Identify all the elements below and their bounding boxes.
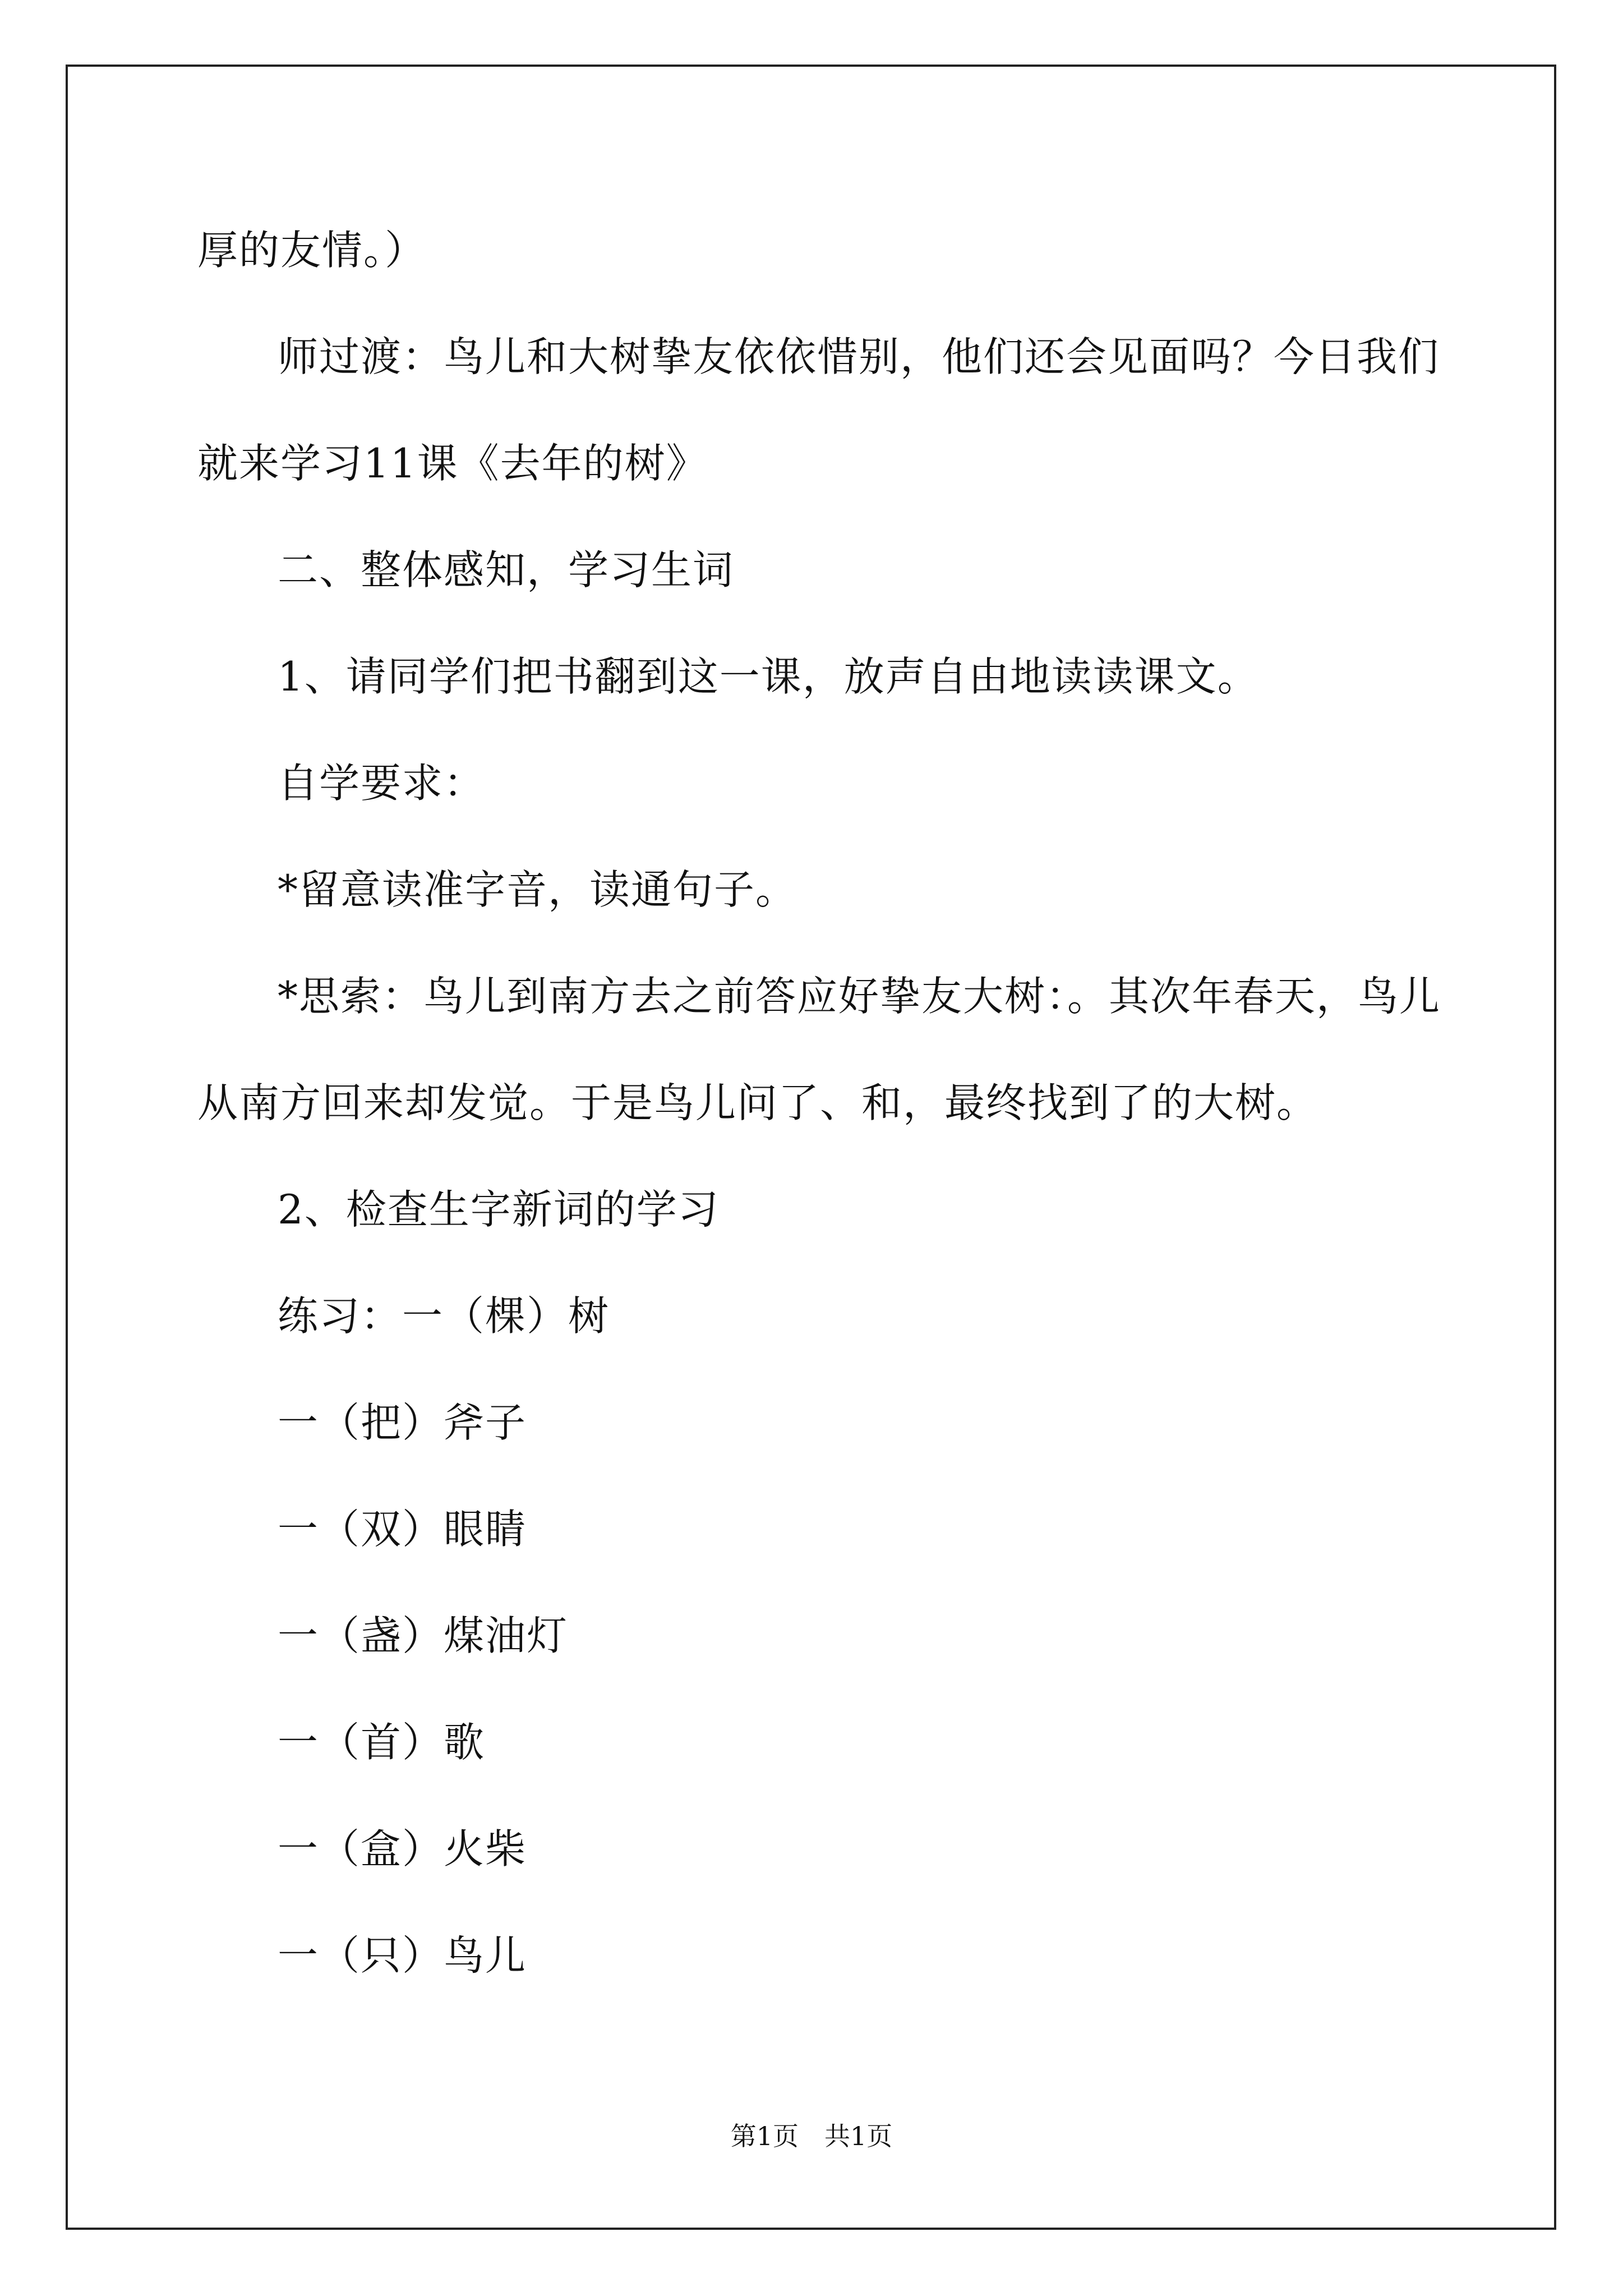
exercise-item: 一（把）斧子 [278, 1399, 527, 1446]
paragraph-bullet-2: *思索：鸟儿到南方去之前答应好挚友大树：。其次年春天，鸟儿 [278, 973, 1441, 1020]
page-number-footer: 第1页 共1页 [730, 2121, 893, 2151]
paragraph-bullet-2-cont: 从南方回来却发觉。于是鸟儿问了、和，最终找到了的大树。 [197, 1079, 1318, 1126]
paragraph-continuation: 厚的友情。） [197, 227, 427, 274]
paragraph-transition-cont: 就来学习11课《去年的树》 [197, 440, 708, 487]
paragraph-requirements: 自学要求： [278, 760, 486, 807]
exercise-item: 一（盏）煤油灯 [278, 1612, 569, 1659]
exercise-item: 练习：一（棵）树 [278, 1292, 610, 1340]
exercise-item: 一（双）眼睛 [278, 1506, 527, 1553]
exercise-item: 一（盒）火柴 [278, 1825, 527, 1872]
page-border [66, 65, 1556, 2230]
exercise-item: 一（只）鸟儿 [278, 1932, 527, 1979]
paragraph-bullet-1: *留意读准字音，读通句子。 [278, 866, 797, 913]
exercise-item: 一（首）歌 [278, 1719, 486, 1766]
section-heading: 二、整体感知，学习生词 [278, 546, 735, 593]
paragraph-step-2: 2、检查生字新词的学习 [278, 1186, 720, 1233]
paragraph-step-1: 1、请同学们把书翻到这一课，放声自由地读读课文。 [278, 653, 1259, 700]
paragraph-transition: 师过渡：鸟儿和大树挚友依依惜别，他们还会见面吗？今日我们 [278, 333, 1440, 380]
